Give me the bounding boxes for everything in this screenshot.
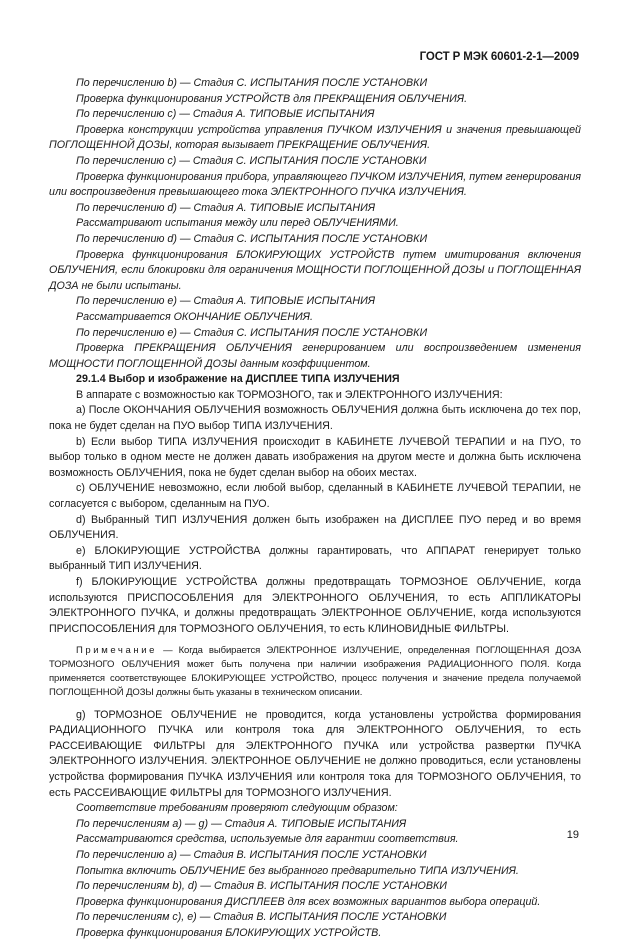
body-paragraph: e) БЛОКИРУЮЩИЕ УСТРОЙСТВА должны гарантировать, что АППАРАТ генерирует только выбранный ТИП ИЗЛУЧЕНИЯ. xyxy=(49,544,581,573)
italic-paragraph: По перечислению c) — Стадия А. ТИПОВЫЕ ИСПЫТАНИЯ xyxy=(76,108,375,121)
italic-paragraph: Рассматриваются средства, используемые для гарантии соответствия. xyxy=(76,833,459,846)
italic-paragraph: По перечислениям b), d) — Стадия В. ИСПЫТАНИЯ ПОСЛЕ УСТАНОВКИ xyxy=(76,880,447,893)
note-label: Примечание xyxy=(76,645,157,657)
italic-paragraph: Проверка функционирования УСТРОЙСТВ для ПРЕКРАЩЕНИЯ ОБЛУЧЕНИЯ. xyxy=(76,92,468,105)
italic-paragraph: По перечислениям c), e) — Стадия В. ИСПЫТАНИЯ ПОСЛЕ УСТАНОВКИ xyxy=(76,911,447,924)
italic-paragraph: По перечислению a) — Стадия В. ИСПЫТАНИЯ ПОСЛЕ УСТАНОВКИ xyxy=(76,848,427,861)
italic-paragraph: Попытка включить ОБЛУЧЕНИЕ без выбранного предварительно ТИПА ИЗЛУЧЕНИЯ. xyxy=(76,864,519,877)
standard-header: ГОСТ Р МЭК 60601-2-1—2009 xyxy=(419,51,579,63)
body-paragraph: d) Выбранный ТИП ИЗЛУЧЕНИЯ должен быть изображен на ДИСПЛЕЕ ПУО перед и во время ОБЛУЧЕНИЯ. xyxy=(49,513,581,542)
note-paragraph xyxy=(49,644,581,699)
body-paragraph: f) БЛОКИРУЮЩИЕ УСТРОЙСТВА должны предотвращать ТОРМОЗНОЕ ОБЛУЧЕНИЕ, когда используются ПРИСПОСОБЛЕНИЯ для ЭЛЕКТРОННОГО ОБЛУЧЕНИЯ, то есть АППЛИКАТОРЫ ЭЛЕКТРОННОГО ПУЧКА, и должны предотвращать ЭЛЕКТРОННОЕ ОБЛУЧЕНИЕ, когда используются ПРИСПОСОБЛЕНИЯ для ТОРМОЗНОГО ОБЛУЧЕНИЯ, то есть КЛИНОВИДНЫЕ ФИЛЬТРЫ. xyxy=(49,576,581,635)
italic-paragraph: По перечислению e) — Стадия С. ИСПЫТАНИЯ ПОСЛЕ УСТАНОВКИ xyxy=(76,326,428,339)
body-paragraph: b) Если выбор ТИПА ИЗЛУЧЕНИЯ происходит в КАБИНЕТЕ ЛУЧЕВОЙ ТЕРАПИИ и на ПУО, то выбор только в одном месте не должен давать изображения на другом месте и должна быть исключена возможность ОБЛУЧЕНИЯ, пока не будет сделан выбор на обоих местах. xyxy=(49,435,581,479)
italic-paragraph: Рассматривается ОКОНЧАНИЕ ОБЛУЧЕНИЯ. xyxy=(76,310,313,323)
section-heading: 29.1.4 Выбор и изображение на ДИСПЛЕЕ ТИПА ИЗЛУЧЕНИЯ xyxy=(76,373,400,386)
italic-paragraph: Проверка функционирования прибора, управляющего ПУЧКОМ ИЗЛУЧЕНИЯ, путем генерирования или воспроизведения превышающего тока ЭЛЕКТРОННОГО ПУЧКА ИЗЛУЧЕНИЯ. xyxy=(49,170,581,199)
italic-paragraph: По перечислению e) — Стадия А. ТИПОВЫЕ ИСПЫТАНИЯ xyxy=(76,295,376,308)
italic-paragraph: По перечислению d) — Стадия А. ТИПОВЫЕ ИСПЫТАНИЯ xyxy=(76,201,376,214)
document-body xyxy=(49,76,581,941)
italic-paragraph: По перечислению d) — Стадия С. ИСПЫТАНИЯ ПОСЛЕ УСТАНОВКИ xyxy=(76,232,428,245)
italic-paragraph: Проверка функционирования БЛОКИРУЮЩИХ УСТРОЙСТВ путем имитирования включения ОБЛУЧЕНИЯ, если блокировки для ограничения МОЩНОСТИ ПОГЛОЩЕННОЙ ДОЗЫ и ПОГЛОЩЕННАЯ ДОЗА не были испытаны. xyxy=(49,248,581,292)
italic-paragraph: Соответствие требованиям проверяют следующим образом: xyxy=(76,802,398,815)
italic-paragraph: По перечислению b) — Стадия С. ИСПЫТАНИЯ ПОСЛЕ УСТАНОВКИ xyxy=(76,77,428,89)
body-paragraph: g) ТОРМОЗНОЕ ОБЛУЧЕНИЕ не проводится, когда установлены устройства формирования РАДИАЦИОННОГО ПУЧКА или контроля тока для ЭЛЕКТРОННОГО ОБЛУЧЕНИЯ, то есть РАССЕИВАЮЩИЕ ФИЛЬТРЫ для ЭЛЕКТРОННОГО ПУЧКА или устройства развертки ПУЧКА ЭЛЕКТРОННОГО ИЗЛУЧЕНИЯ. ЭЛЕКТРОННОЕ ОБЛУЧЕНИЕ не должно проводиться, если установлены устройства формирования ПУЧКА ИЗЛУЧЕНИЯ или контроля тока для ТОРМОЗНОГО ОБЛУЧЕНИЯ, то есть РАССЕИВАЮЩИЕ ФИЛЬТРЫ для ТОРМОЗНОГО ИЗЛУЧЕНИЯ. xyxy=(49,708,581,799)
body-paragraph: В аппарате с возможностью как ТОРМОЗНОГО, так и ЭЛЕКТРОННОГО ИЗЛУЧЕНИЯ: xyxy=(76,388,503,401)
body-paragraph: a) После ОКОНЧАНИЯ ОБЛУЧЕНИЯ возможность ОБЛУЧЕНИЯ должна быть исключена до тех пор, пока не будет сделан на ПУО выбор ТИПА ИЗЛУЧЕНИЯ. xyxy=(49,404,581,433)
italic-paragraph: Проверка ПРЕКРАЩЕНИЯ ОБЛУЧЕНИЯ генерированием или воспроизведением изменения МОЩНОСТИ ПОГЛОЩЕННОЙ ДОЗЫ данным коэффициентом. xyxy=(49,342,581,370)
italic-paragraph: Проверка функционирования ДИСПЛЕЕВ для всех возможных вариантов выбора операций. xyxy=(76,895,541,908)
italic-paragraph: Рассматривают испытания между или перед ОБЛУЧЕНИЯМИ. xyxy=(76,217,399,230)
italic-paragraph: По перечислениям a) — g) — Стадия А. ТИПОВЫЕ ИСПЫТАНИЯ xyxy=(76,817,407,830)
italic-paragraph: По перечислению c) — Стадия С. ИСПЫТАНИЯ ПОСЛЕ УСТАНОВКИ xyxy=(76,154,427,167)
note-text: — Когда выбирается ЭЛЕКТРОННОЕ ИЗЛУЧЕНИЕ, определенная ПОГЛОЩЕННАЯ ДОЗА ТОРМОЗНОГО ОБЛУЧЕНИЯ может быть получена при наличии изображения РАДИАЦИОННОГО ПОЛЯ. Когда применяется соответствующее БЛОКИРУЮЩЕЕ УСТРОЙСТВО, процесс получения и значение предела получаемой ПОГЛОЩЕННОЙ ДОЗЫ должны быть указаны в техническом описании. xyxy=(49,645,581,698)
italic-paragraph: Проверка функционирования БЛОКИРУЮЩИХ УСТРОЙСТВ. xyxy=(76,926,382,939)
page-number: 19 xyxy=(566,829,579,841)
body-paragraph: c) ОБЛУЧЕНИЕ невозможно, если любой выбор, сделанный в КАБИНЕТЕ ЛУЧЕВОЙ ТЕРАПИИ, не согласуется с выбором, сделанным на ПУО. xyxy=(49,482,581,511)
italic-paragraph: Проверка конструкции устройства управления ПУЧКОМ ИЗЛУЧЕНИЯ и значения превышающей ПОГЛОЩЕННОЙ ДОЗЫ, которая вызывает ПРЕКРАЩЕНИЕ ОБЛУЧЕНИЯ. xyxy=(49,123,581,152)
